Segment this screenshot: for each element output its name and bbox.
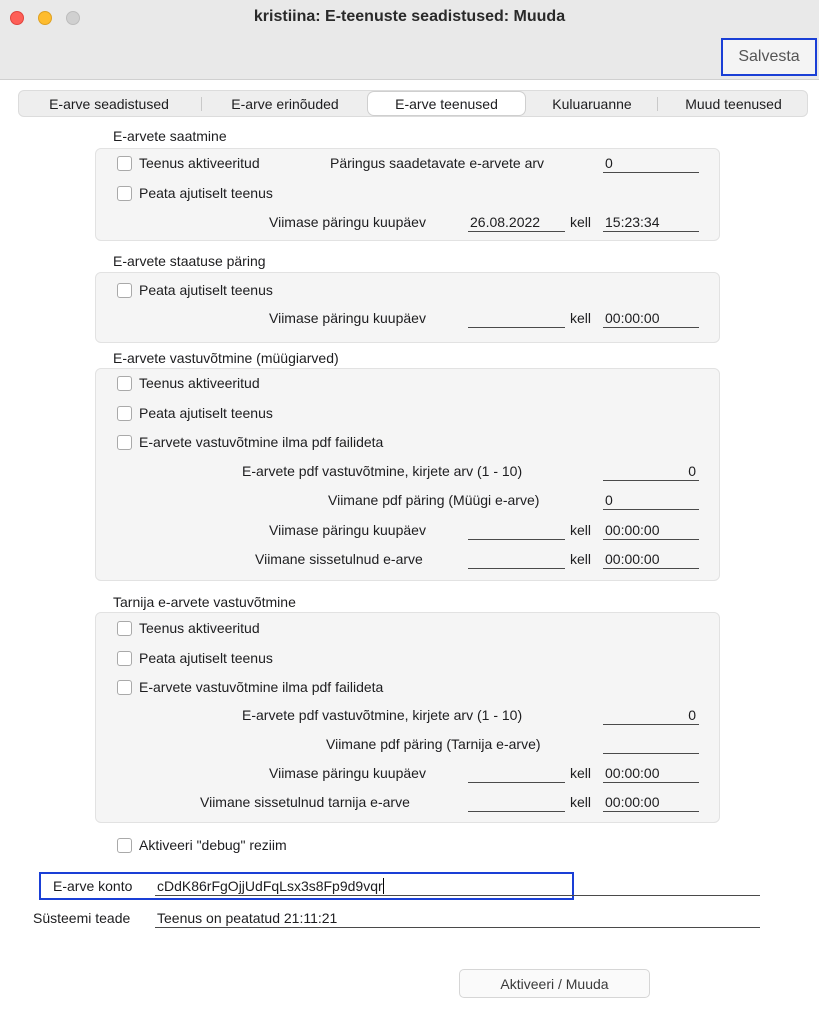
- sales-service-active-checkbox[interactable]: [117, 375, 260, 391]
- time-label: kell: [570, 765, 592, 781]
- tab-e-arve-seadistused[interactable]: E-arve seadistused: [49, 95, 169, 112]
- last-incoming-label: Viimane sissetulnud tarnija e-arve: [200, 794, 410, 810]
- checkbox-box[interactable]: [117, 376, 132, 391]
- checkbox-label: Peata ajutiselt teenus: [139, 650, 273, 666]
- last-incoming-label: Viimane sissetulnud e-arve: [255, 551, 423, 567]
- time-label: kell: [570, 214, 592, 230]
- debug-mode-checkbox[interactable]: [117, 837, 287, 853]
- tab-e-arve-erinouded[interactable]: E-arve erinõuded: [231, 95, 339, 112]
- supplier-service-active-checkbox[interactable]: [117, 620, 260, 636]
- last-query-date-label: Viimase päringu kuupäev: [269, 310, 426, 326]
- last-query-date-label: Viimase päringu kuupäev: [269, 765, 426, 781]
- checkbox-box[interactable]: [117, 435, 132, 450]
- last-query-date-label: Viimase päringu kuupäev: [269, 522, 426, 538]
- time-label: kell: [570, 522, 592, 538]
- sending-pause-checkbox[interactable]: [117, 185, 273, 201]
- checkbox-label: E-arvete vastuvõtmine ilma pdf failideta: [139, 679, 384, 695]
- checkbox-box[interactable]: [117, 283, 132, 298]
- supplier-last-incoming-time-field[interactable]: 00:00:00: [603, 794, 699, 812]
- window-titlebar: [0, 0, 819, 80]
- last-pdf-label: Viimane pdf päring (Tarnija e-arve): [326, 736, 541, 752]
- account-label: E-arve konto: [53, 878, 133, 894]
- account-value: cDdK86rFgOjjUdFqLsx3s8Fp9d9vqr: [157, 878, 383, 894]
- sending-last-query-date-field[interactable]: 26.08.2022: [468, 214, 565, 232]
- checkbox-label: Peata ajutiselt teenus: [139, 405, 273, 421]
- tab-bar: [18, 90, 808, 117]
- status-pause-checkbox[interactable]: [117, 282, 273, 298]
- section-title-sending: E-arvete saatmine: [113, 128, 227, 144]
- status-last-query-date-field[interactable]: [468, 310, 565, 328]
- pdf-count-label: E-arvete pdf vastuvõtmine, kirjete arv (1 - 10): [242, 707, 523, 723]
- checkbox-box[interactable]: [117, 621, 132, 636]
- supplier-last-pdf-field[interactable]: [603, 736, 699, 754]
- sales-last-query-date-field[interactable]: [468, 522, 565, 540]
- status-last-query-time-field[interactable]: 00:00:00: [603, 310, 699, 328]
- last-pdf-label: Viimane pdf päring (Müügi e-arve): [328, 492, 540, 508]
- checkbox-box[interactable]: [117, 680, 132, 695]
- checkbox-label: Peata ajutiselt teenus: [139, 185, 273, 201]
- tab-separator: [201, 97, 202, 111]
- save-button[interactable]: Salvesta: [721, 38, 817, 76]
- checkbox-label: Teenus aktiveeritud: [139, 375, 260, 391]
- account-input[interactable]: [155, 878, 760, 896]
- pending-count-field[interactable]: 0: [603, 155, 699, 173]
- tab-muud-teenused[interactable]: Muud teenused: [685, 95, 782, 112]
- system-message-label: Süsteemi teade: [33, 910, 131, 926]
- pdf-count-label: E-arvete pdf vastuvõtmine, kirjete arv (1 - 10): [242, 463, 523, 479]
- sales-last-incoming-time-field[interactable]: 00:00:00: [603, 551, 699, 569]
- sales-last-query-time-field[interactable]: 00:00:00: [603, 522, 699, 540]
- checkbox-box[interactable]: [117, 838, 132, 853]
- checkbox-label: Teenus aktiveeritud: [139, 620, 260, 636]
- sales-no-pdf-checkbox[interactable]: [117, 434, 383, 450]
- time-label: kell: [570, 794, 592, 810]
- checkbox-label: Aktiveeri "debug" reziim: [139, 837, 287, 853]
- sending-service-active-checkbox[interactable]: [117, 155, 260, 171]
- checkbox-box[interactable]: [117, 651, 132, 666]
- checkbox-label: Peata ajutiselt teenus: [139, 282, 273, 298]
- supplier-pause-checkbox[interactable]: [117, 650, 273, 666]
- time-label: kell: [570, 310, 592, 326]
- sales-pause-checkbox[interactable]: [117, 405, 273, 421]
- window-title: kristiina: E-teenuste seadistused: Muuda: [253, 8, 566, 25]
- supplier-last-query-date-field[interactable]: [468, 765, 565, 783]
- section-title-receiving-sales: E-arvete vastuvõtmine (müügiarved): [113, 350, 339, 366]
- supplier-last-query-time-field[interactable]: 00:00:00: [603, 765, 699, 783]
- tab-separator: [657, 97, 658, 111]
- section-title-status-query: E-arvete staatuse päring: [113, 253, 266, 269]
- text-caret: [383, 878, 384, 894]
- section-title-receiving-supplier: Tarnija e-arvete vastuvõtmine: [113, 594, 296, 610]
- checkbox-box[interactable]: [117, 156, 132, 171]
- system-message-field[interactable]: Teenus on peatatud 21:11:21: [155, 910, 760, 928]
- tab-e-arve-teenused[interactable]: E-arve teenused: [368, 92, 525, 115]
- checkbox-box[interactable]: [117, 186, 132, 201]
- activate-modify-button[interactable]: Aktiveeri / Muuda: [459, 969, 650, 998]
- supplier-last-incoming-field[interactable]: [468, 794, 565, 812]
- sending-last-query-time-field[interactable]: 15:23:34: [603, 214, 699, 232]
- last-query-date-label: Viimase päringu kuupäev: [269, 214, 426, 230]
- checkbox-label: Teenus aktiveeritud: [139, 155, 260, 171]
- pending-count-label: Päringus saadetavate e-arvete arv: [330, 155, 545, 171]
- checkbox-box[interactable]: [117, 406, 132, 421]
- sales-last-incoming-field[interactable]: [468, 551, 565, 569]
- sales-last-pdf-field[interactable]: 0: [603, 492, 699, 510]
- time-label: kell: [570, 551, 592, 567]
- checkbox-label: E-arvete vastuvõtmine ilma pdf failideta: [139, 434, 384, 450]
- tab-kuluaruanne[interactable]: Kuluaruanne: [552, 95, 632, 112]
- sales-pdf-count-field[interactable]: 0: [603, 463, 699, 481]
- supplier-no-pdf-checkbox[interactable]: [117, 679, 383, 695]
- supplier-pdf-count-field[interactable]: 0: [603, 707, 699, 725]
